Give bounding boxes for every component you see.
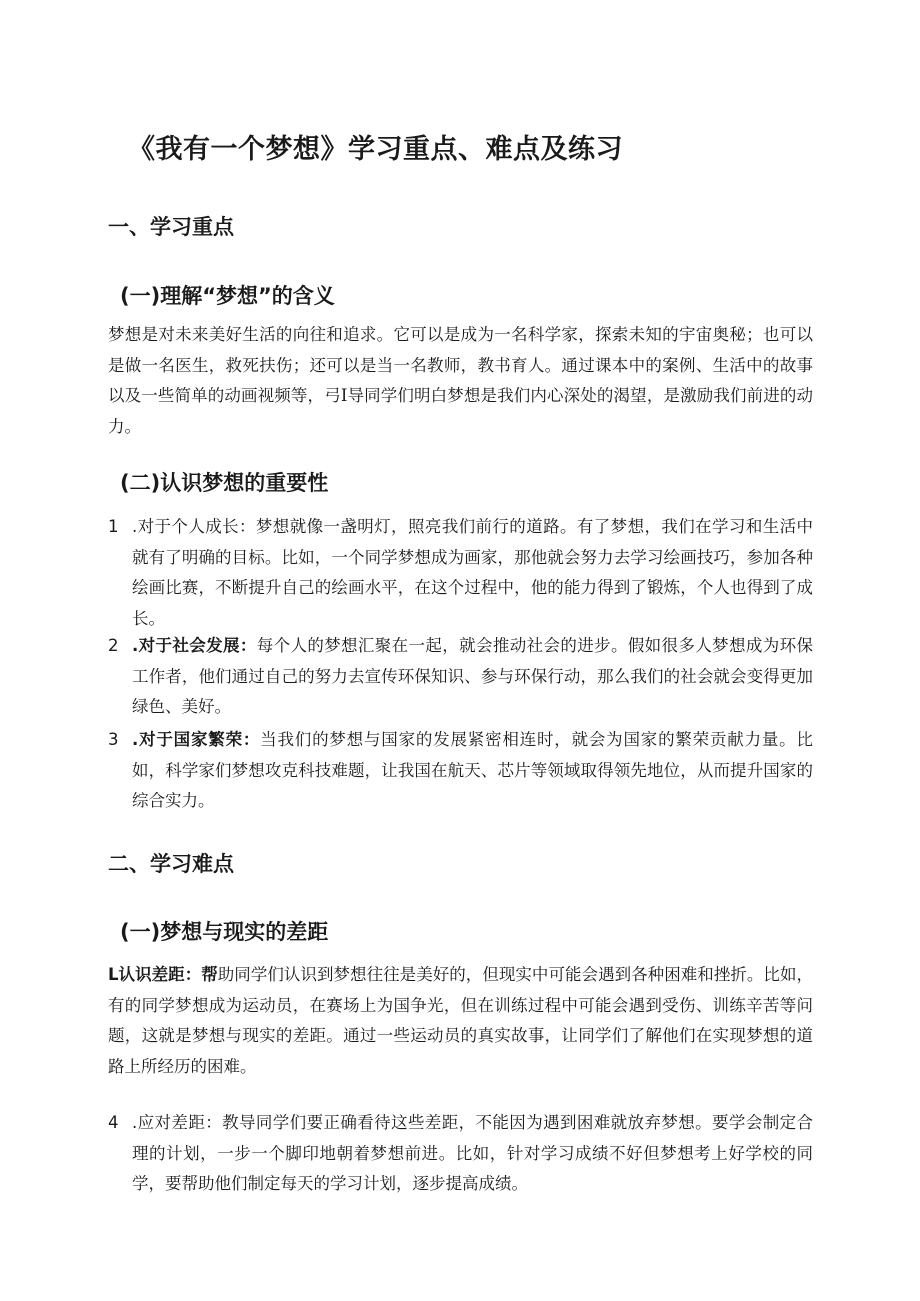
list-item-number: 3 [108, 730, 119, 749]
document-title: 《我有一个梦想》学习重点、难点及练习 [128, 134, 623, 165]
list-item-lead: .应对差距： [132, 1113, 223, 1132]
list-item-text: 助同学们认识到梦想往往是美好的，但现实中可能会遇到各种困难和挫折。比如，有的同学梦想成为运动员，在赛场上为国争光，但在训练过程中可能会遇到受伤、训练辛苦等问题，这就是梦想与现实的差距。通过一些运动员的真实故事，让同学们了解他们在实现梦想的道路上所经历的困难。 [108, 965, 814, 1076]
list-item-number: 1 [108, 517, 119, 536]
list-item-text: 每个人的梦想汇聚在一起，就会推动社会的进步。假如很多人梦想成为环保工作者，他们通过自己的努力去宣传环保知识、参与环保行动，那么我们的社会就会变得更加绿色、美好。 [132, 636, 813, 716]
list-item-lead: L认识差距：帮 [108, 965, 218, 984]
list-item [108, 1108, 813, 1200]
list-item [108, 512, 813, 634]
list-item-number: 4 [108, 1113, 119, 1132]
subheading-dream-vs-reality: (一)梦想与现实的差距 [120, 920, 329, 944]
list-item-text: 教导同学们要正确看待这些差距，不能因为遇到困难就放弃梦想。要学会制定合理的计划，一步一个脚印地朝着梦想前进。比如，针对学习成绩不好但梦想考上好学校的同学，要帮助他们制定每天的学习计划，逐步提高成绩。 [132, 1113, 813, 1193]
list-item-number: 2 [108, 636, 119, 655]
subheading-meaning-of-dream: (一)理解“梦想”的含义 [120, 284, 335, 308]
list-item-lead: .对于国家繁荣： [132, 730, 261, 749]
list-item-text: 梦想就像一盏明灯，照亮我们前行的道路。有了梦想，我们在学习和生活中就有了明确的目标。比如，一个同学梦想成为画家，那他就会努力去学习绘画技巧，参加各种绘画比赛，不断提升自己的绘画水平，在这个过程中，他的能力得到了锻炼，个人也得到了成长。 [132, 517, 814, 628]
section-heading-difficulties: 二、学习难点 [108, 852, 234, 876]
list-item-lead: .对于社会发展： [132, 636, 257, 655]
subheading-importance-of-dream: (二)认识梦想的重要性 [120, 471, 329, 495]
section-heading-key-points: 一、学习重点 [108, 215, 234, 239]
list-item [108, 725, 813, 817]
list-item-lead: .对于个人成长： [132, 517, 256, 536]
list-item [108, 960, 813, 1082]
paragraph-meaning-of-dream: 梦想是对未来美好生活的向往和追求。它可以是成为一名科学家，探索未知的宇宙奥秘；也可以是做一名医生，救死扶伤；还可以是当一名教师，教书育人。通过课本中的案例、生活中的故事以及一些简单的动画视频等，弓I导同学们明白梦想是我们内心深处的渴望，是激励我们前进的动力。 [108, 325, 813, 436]
list-item [108, 631, 813, 723]
list-item-text: 当我们的梦想与国家的发展紧密相连时，就会为国家的繁荣贡献力量。比如，科学家们梦想攻克科技难题，让我国在航天、芯片等领域取得领先地位，从而提升国家的综合实力。 [132, 730, 813, 810]
